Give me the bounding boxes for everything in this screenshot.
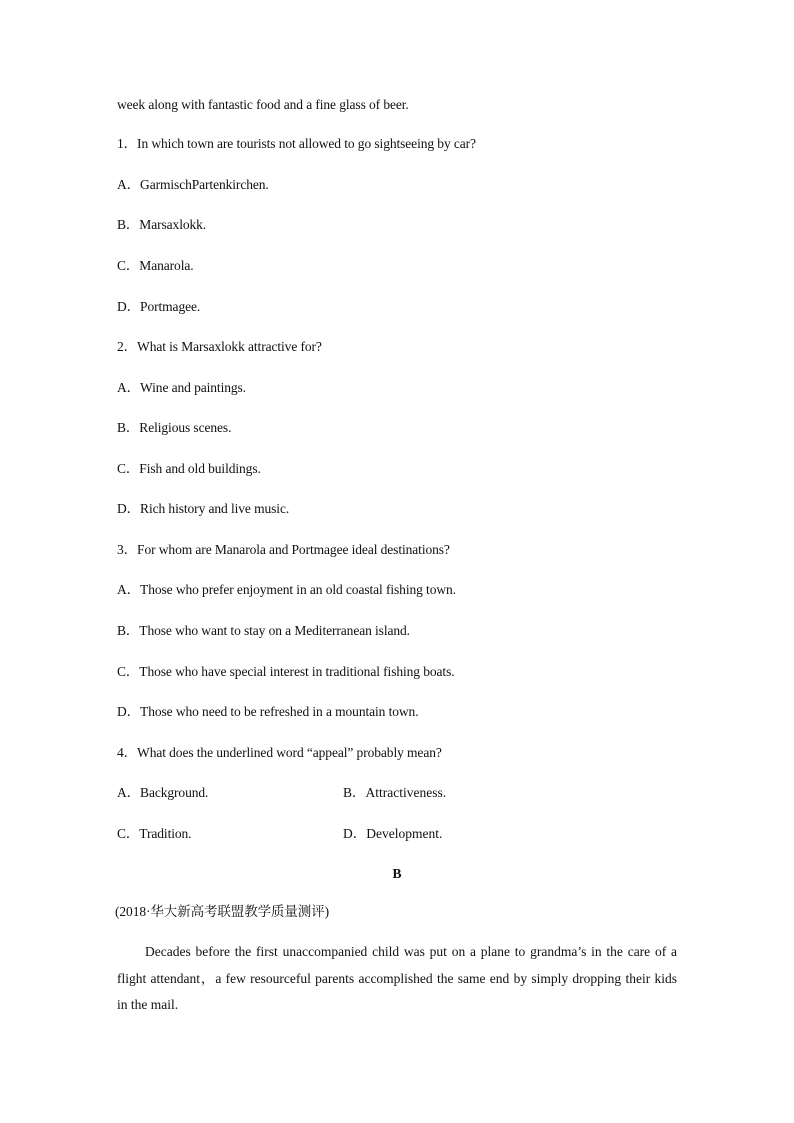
question-2-option-b: B．Religious scenes. — [117, 420, 232, 435]
section-b-heading: B — [392, 866, 402, 881]
question-4-option-b: B．Attractiveness. — [343, 785, 447, 800]
question-3-option-b: B．Those who want to stay on a Mediterranean island. — [117, 623, 410, 638]
question-2-option-a: A．Wine and paintings. — [117, 380, 246, 395]
question-3-stem: 3．For whom are Manarola and Portmagee ideal destinations? — [117, 542, 450, 557]
question-1-option-c: C．Manarola. — [117, 258, 194, 273]
question-4-option-c: C．Tradition. — [117, 826, 192, 841]
question-2-option-c: C．Fish and old buildings. — [117, 461, 261, 476]
question-4-stem: 4．What does the underlined word “appeal” probably mean? — [117, 745, 442, 760]
question-1-stem: 1．In which town are tourists not allowed to go sightseeing by car? — [117, 136, 476, 151]
question-1-option-a: A．GarmischPartenkirchen. — [117, 177, 269, 192]
question-2-option-d: D．Rich history and live music. — [117, 501, 290, 516]
question-2-stem: 2．What is Marsaxlokk attractive for? — [117, 339, 322, 354]
question-1-option-b: B．Marsaxlokk. — [117, 217, 207, 232]
question-3-option-c: C．Those who have special interest in traditional fishing boats. — [117, 664, 455, 679]
question-3-option-a: A．Those who prefer enjoyment in an old coastal fishing town. — [117, 582, 456, 597]
question-4-option-a: A．Background. — [117, 785, 209, 800]
continuation-text: week along with fantastic food and a fine glass of beer. — [117, 97, 409, 112]
question-1-option-d: D．Portmagee. — [117, 299, 201, 314]
question-4-option-d: D．Development. — [343, 826, 443, 841]
section-b-paragraph: Decades before the first unaccompanied child was put on a plane to grandma’s in the care of a flight attendant，a few resourceful parents accomplished the same end by simply dropping their kids in the mail. — [117, 944, 677, 1012]
section-b-source: (2018·华大新高考联盟教学质量测评) — [115, 904, 329, 919]
question-3-option-d: D．Those who need to be refreshed in a mountain town. — [117, 704, 419, 719]
